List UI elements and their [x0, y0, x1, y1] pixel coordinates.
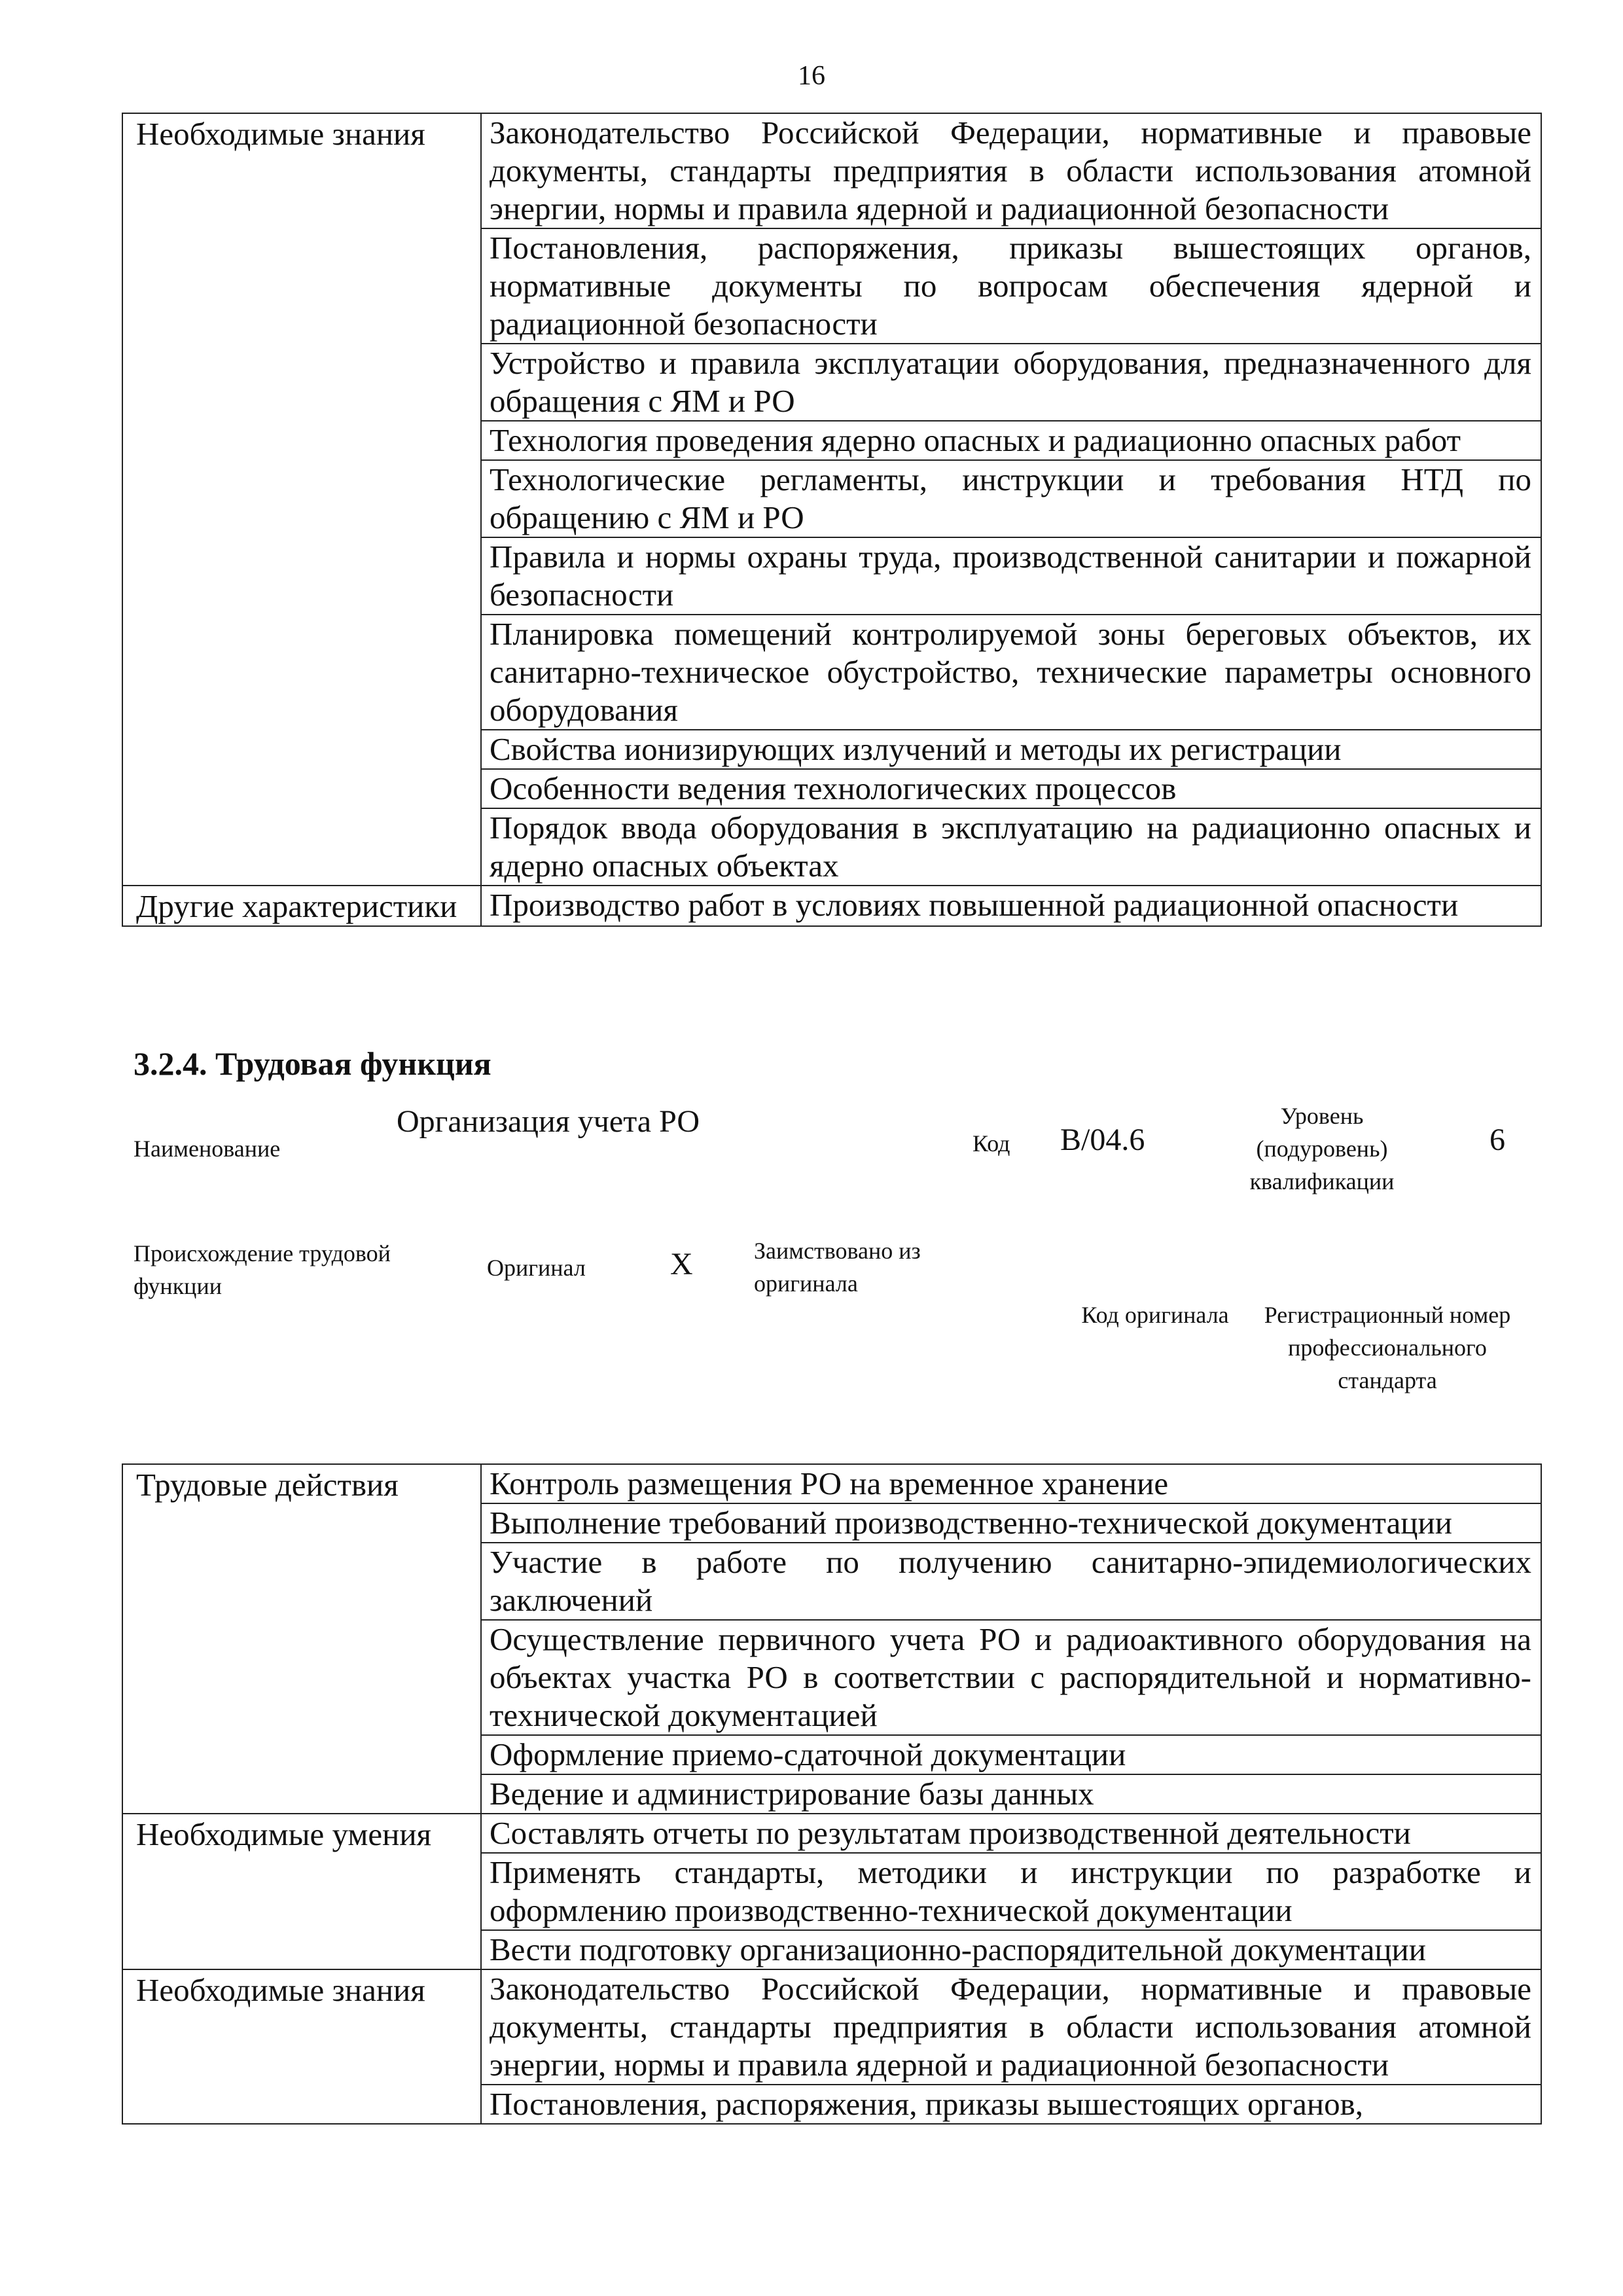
function-name: Организация учета РО [397, 1104, 700, 1139]
row-label: Трудовые действия [122, 1464, 481, 1814]
row-item: Порядок ввода оборудования в эксплуатацию на радиационно опасных и ядерно опасных объектах [481, 808, 1541, 886]
row-item: Ведение и администрирование базы данных [481, 1774, 1541, 1814]
row-item: Законодательство Российской Федерации, нормативные и правовые документы, стандарты предприятия в области использования атомной энергии, нормы и правила ядерной и радиационной безопасности [481, 1969, 1541, 2085]
row-label: Другие характеристики [122, 886, 481, 926]
table-row [122, 1464, 1541, 1503]
name-label: Наименование [134, 1136, 281, 1162]
row-item: Особенности ведения технологических процессов [481, 769, 1541, 808]
page-number: 16 [798, 61, 825, 91]
original-code-label: Код оригинала [1081, 1302, 1229, 1328]
qualification-level-value: 6 [1489, 1122, 1505, 1157]
row-item: Законодательство Российской Федерации, нормативные и правовые документы, стандарты предприятия в области использования атомной энергии, нормы и правила ядерной и радиационной безопасности [481, 113, 1541, 228]
row-item: Оформление приемо-сдаточной документации [481, 1735, 1541, 1774]
table-row [122, 1814, 1541, 1853]
code-value: B/04.6 [1060, 1122, 1145, 1157]
table-row [122, 1969, 1541, 2085]
row-item: Свойства ионизирующих излучений и методы их регистрации [481, 730, 1541, 769]
registration-number-label: Регистрационный номер профессионального стандарта [1264, 1302, 1511, 1393]
table-row [122, 113, 1541, 228]
row-item: Постановления, распоряжения, приказы вышестоящих органов, нормативные документы по вопросам обеспечения ядерной и радиационной безопасности [481, 228, 1541, 344]
row-item: Составлять отчеты по результатам производственной деятельности [481, 1814, 1541, 1853]
row-item: Устройство и правила эксплуатации оборудования, предназначенного для обращения с ЯМ и РО [481, 344, 1541, 421]
function-details-table [122, 1463, 1542, 2125]
row-item: Правила и нормы охраны труда, производственной санитарии и пожарной безопасности [481, 537, 1541, 615]
row-item: Применять стандарты, методики и инструкции по разработке и оформлению производственно-технической документации [481, 1853, 1541, 1930]
row-item: Выполнение требований производственно-технической документации [481, 1503, 1541, 1543]
row-item: Планировка помещений контролируемой зоны береговых объектов, их санитарно-техническое обустройство, технические параметры основного оборудования [481, 615, 1541, 730]
row-label: Необходимые знания [122, 113, 481, 886]
section-heading: 3.2.4. Трудовая функция [134, 1045, 491, 1082]
original-label: Оригинал [487, 1255, 586, 1281]
row-item: Участие в работе по получению санитарно-эпидемиологических заключений [481, 1543, 1541, 1620]
table-row [122, 886, 1541, 926]
row-item: Производство работ в условиях повышенной радиационной опасности [481, 886, 1541, 926]
row-item: Технология проведения ядерно опасных и радиационно опасных работ [481, 421, 1541, 460]
borrowed-label: Заимствовано из оригинала [754, 1238, 921, 1297]
knowledge-table-continued [122, 113, 1542, 927]
row-item: Вести подготовку организационно-распорядительной документации [481, 1930, 1541, 1969]
origin-label: Происхождение трудовой функции [134, 1240, 391, 1299]
original-mark: X [670, 1247, 693, 1282]
row-item: Технологические регламенты, инструкции и требования НТД по обращению с ЯМ и РО [481, 460, 1541, 537]
row-item: Осуществление первичного учета РО и радиоактивного оборудования на объектах участка РО в соответствии с распорядительной и нормативно-технической документацией [481, 1620, 1541, 1735]
row-item: Контроль размещения РО на временное хранение [481, 1464, 1541, 1503]
code-label: Код [972, 1130, 1010, 1157]
row-label: Необходимые умения [122, 1814, 481, 1969]
qualification-level-label: Уровень (подуровень) квалификации [1249, 1103, 1395, 1194]
row-item: Постановления, распоряжения, приказы вышестоящих органов, [481, 2085, 1541, 2124]
row-label: Необходимые знания [122, 1969, 481, 2124]
